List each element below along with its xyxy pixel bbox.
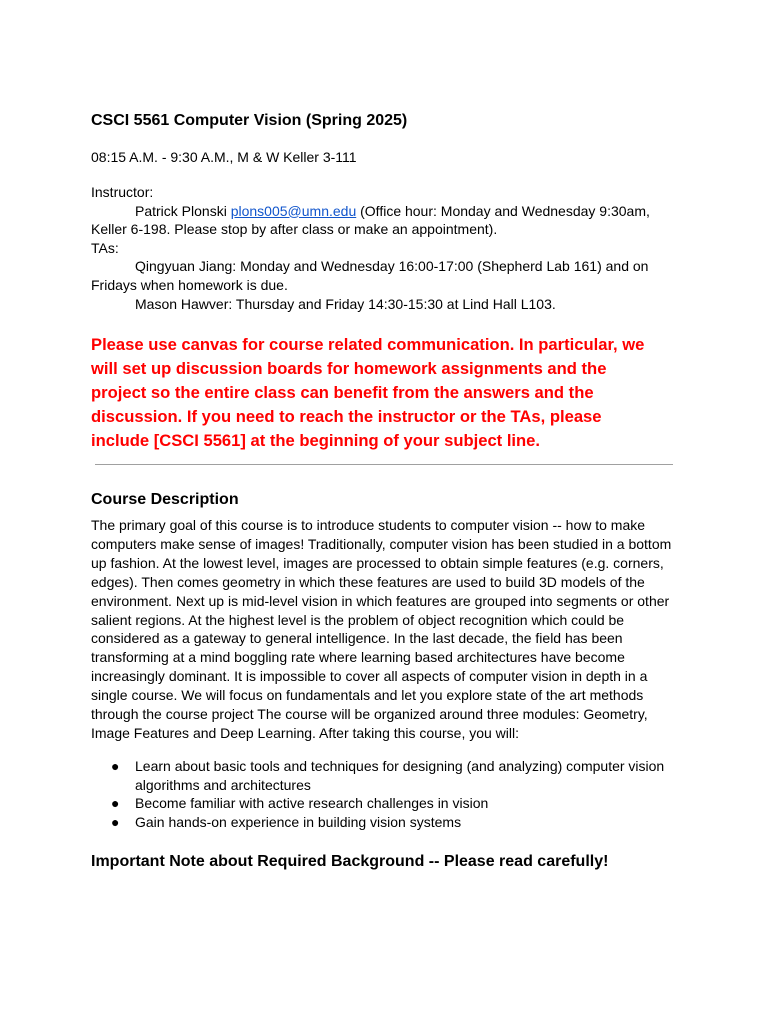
description-line: increasingly dominant. It is impossible to cover all aspects of computer vision in depth in a	[91, 668, 648, 685]
instructor-office-location: Keller 6-198. Please stop by after class or make an appointment).	[91, 221, 498, 238]
notice-line: project so the entire class can benefit from the answers and the	[91, 383, 594, 402]
bullet-icon: ●	[111, 813, 120, 830]
course-description-text	[91, 516, 691, 743]
ta-hawver-hours: Mason Hawver: Thursday and Friday 14:30-15:30 at Lind Hall L103.	[135, 295, 556, 312]
ta-jiang-hours: Qingyuan Jiang: Monday and Wednesday 16:00-17:00 (Shepherd Lab 161) and on	[135, 258, 649, 275]
description-line: edges). Then comes geometry in which these features are used to build 3D models of the	[91, 573, 645, 590]
tas-label: TAs:	[91, 239, 119, 256]
section-divider	[95, 464, 673, 465]
description-line: environment. Next up is mid-level vision in which features are grouped into segments or other	[91, 592, 670, 609]
instructor-entry	[91, 202, 691, 221]
notice-line: will set up discussion boards for homework assignments and the	[91, 359, 607, 378]
notice-line: Please use canvas for course related communication. In particular, we	[91, 335, 645, 354]
description-line: through the course project The course will be organized around three modules: Geometry,	[91, 706, 648, 723]
instructor-label: Instructor:	[91, 184, 154, 200]
list-item	[91, 813, 691, 832]
description-line: Image Features and Deep Learning. After taking this course, you will:	[91, 724, 520, 741]
list-item-text: Learn about basic tools and techniques for designing (and analyzing) computer vision	[135, 758, 665, 774]
description-line: up fashion. At the lowest level, images are processed to obtain simple features (e.g. corners,	[91, 554, 664, 571]
notice-line: discussion. If you need to reach the instructor or the TAs, please	[91, 407, 602, 426]
instructor-email-link[interactable]: plons005@umn.edu	[230, 202, 357, 219]
instructor-office-hours: (Office hour: Monday and Wednesday 9:30am,	[356, 202, 650, 219]
description-line: considered as a gateway to general intelligence. In the last decade, the field has been	[91, 630, 623, 647]
course-description-heading: Course Description	[91, 491, 239, 508]
description-line: transforming at a mind boggling rate where learning based architectures have become	[91, 649, 625, 666]
required-background-heading: Important Note about Required Background -- Please read carefully!	[91, 853, 609, 870]
course-title: CSCI 5561 Computer Vision (Spring 2025)	[91, 112, 408, 129]
description-line: salient regions. At the highest level is the problem of object recognition which could be	[91, 611, 625, 628]
description-line: The primary goal of this course is to introduce students to computer vision -- how to make	[91, 517, 646, 533]
class-schedule: 08:15 A.M. - 9:30 A.M., M & W Keller 3-111	[91, 149, 357, 165]
communication-notice	[91, 333, 691, 453]
notice-line: include [CSCI 5561] at the beginning of your subject line.	[91, 431, 541, 450]
description-line: computers make sense of images! Traditionally, computer vision has been studied in a bottom	[91, 535, 672, 552]
learning-outcomes-list	[91, 757, 691, 831]
bullet-icon: ●	[111, 758, 120, 774]
ta-jiang-hours-cont: Fridays when homework is due.	[91, 276, 288, 293]
list-item-text: algorithms and architectures	[135, 776, 311, 793]
description-line: single course. We will focus on fundamentals and let you explore state of the art methods	[91, 687, 644, 704]
list-item-text: Become familiar with active research challenges in vision	[135, 795, 489, 812]
instructor-name: Patrick Plonski	[135, 202, 227, 219]
course-staff	[91, 183, 691, 313]
list-item	[91, 757, 691, 794]
bullet-icon: ●	[111, 795, 120, 812]
list-item	[91, 794, 691, 813]
list-item-text: Gain hands-on experience in building vision systems	[135, 813, 462, 830]
